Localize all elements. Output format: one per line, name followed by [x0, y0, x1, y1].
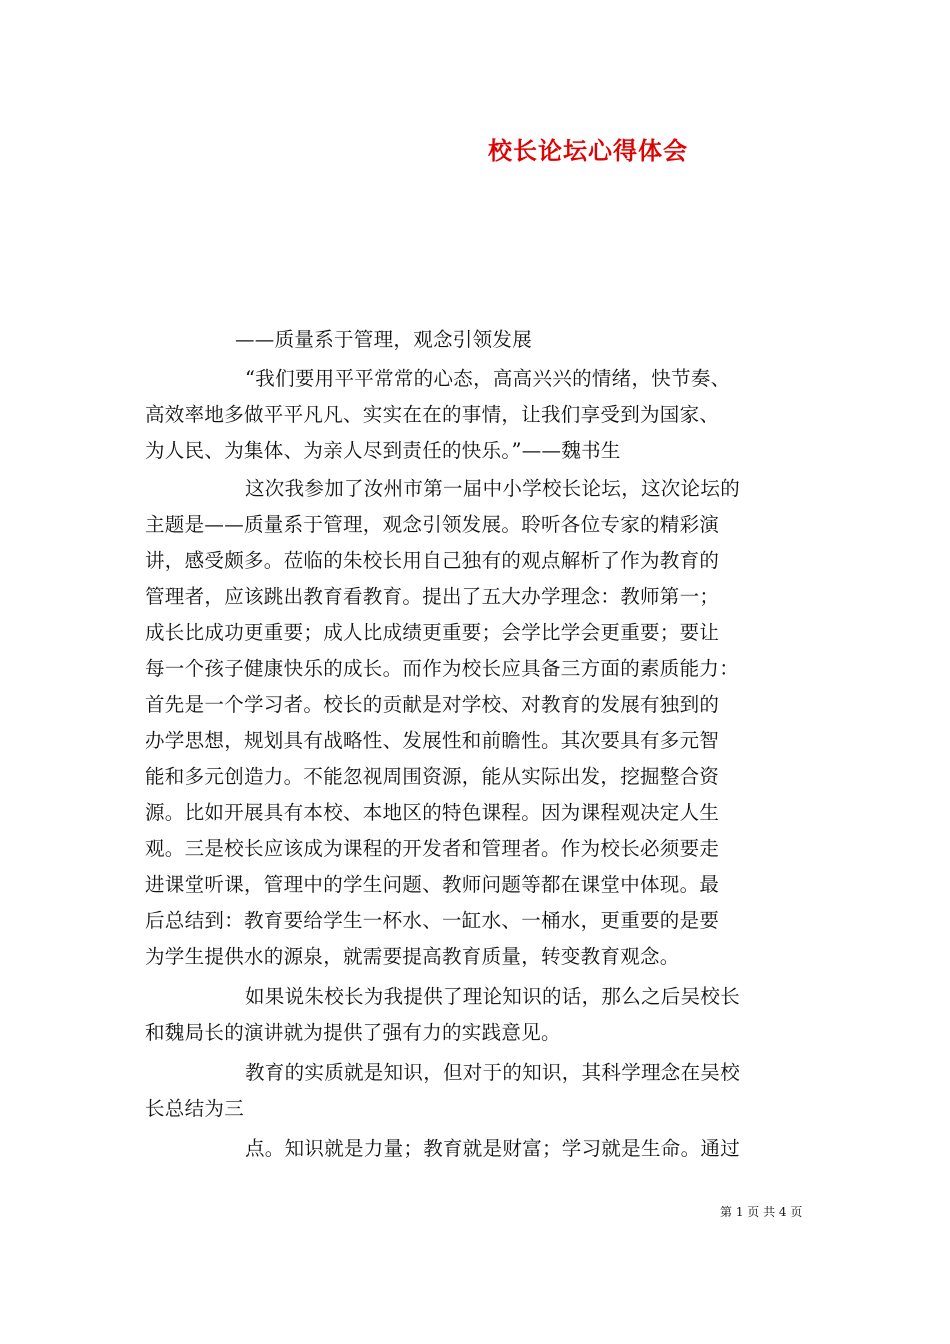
quote-line: “我们要用平平常常的心态，高高兴兴的情绪，快节奏、 — [245, 367, 731, 390]
paragraph-line: 这次我参加了汝州市第一届中小学校长论坛，这次论坛的 — [245, 477, 741, 500]
paragraph-line: 如果说朱校长为我提供了理论知识的话，那么之后吴校长 — [245, 985, 741, 1008]
paragraph-line: 能和多元创造力。不能忽视周围资源，能从实际出发，挖掘整合资 — [145, 765, 720, 788]
paragraph-line: 办学思想，规划具有战略性、发展性和前瞻性。其次要具有多元智 — [145, 729, 720, 752]
paragraph-line: 首先是一个学习者。校长的贡献是对学校、对教育的发展有独到的 — [145, 693, 720, 716]
paragraph-line: 每一个孩子健康快乐的成长。而作为校长应具备三方面的素质能力： — [145, 657, 740, 680]
paragraph-line: 源。比如开展具有本校、本地区的特色课程。因为课程观决定人生 — [145, 801, 720, 824]
quote-line: 为人民、为集体、为亲人尽到责任的快乐。”——魏书生 — [145, 439, 621, 462]
subtitle-line: ——质量系于管理，观念引领发展 — [235, 328, 532, 351]
paragraph-line: 进课堂听课，管理中的学生问题、教师问题等都在课堂中体现。最 — [145, 873, 720, 896]
paragraph-line: 主题是——质量系于管理，观念引领发展。聆听各位专家的精彩演 — [145, 513, 720, 536]
paragraph-line: 和魏局长的演讲就为提供了强有力的实践意见。 — [145, 1021, 561, 1044]
paragraph-line: 教育的实质就是知识，但对于的知识，其科学理念在吴校 — [245, 1061, 741, 1084]
page-number: 第 1 页 共 4 页 — [720, 1205, 803, 1219]
paragraph-line: 为学生提供水的源泉，就需要提高教育质量，转变教育观念。 — [145, 945, 680, 968]
paragraph-line: 观。三是校长应该成为课程的开发者和管理者。作为校长必须要走 — [145, 837, 720, 860]
paragraph-line: 点。知识就是力量；教育就是财富；学习就是生命。通过 — [245, 1137, 741, 1160]
paragraph-line: 管理者，应该跳出教育看教育。提出了五大办学理念：教师第一； — [145, 585, 720, 608]
paragraph-line: 成长比成功更重要；成人比成绩更重要；会学比学会更重要；要让 — [145, 621, 720, 644]
quote-line: 高效率地多做平平凡凡、实实在在的事情，让我们享受到为国家、 — [145, 403, 720, 426]
paragraph-line: 后总结到：教育要给学生一杯水、一缸水、一桶水，更重要的是要 — [145, 909, 720, 932]
document-title: 校长论坛心得体会 — [488, 136, 688, 165]
paragraph-line: 长总结为三 — [145, 1097, 245, 1120]
paragraph-line: 讲，感受颇多。莅临的朱校长用自己独有的观点解析了作为教育的 — [145, 549, 720, 572]
